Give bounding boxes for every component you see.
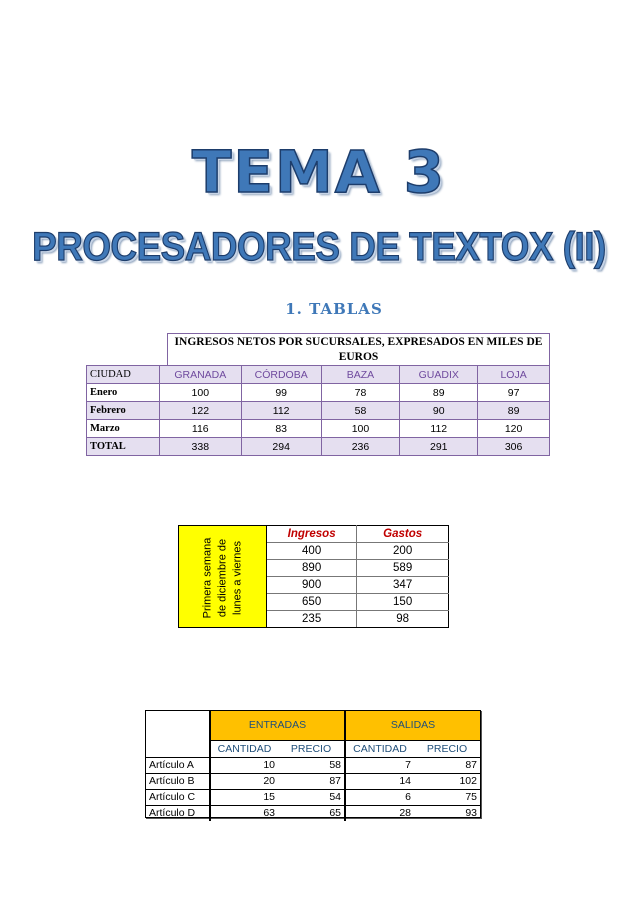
table-cell: 14 bbox=[345, 773, 414, 789]
table-header-row bbox=[267, 526, 449, 543]
table-cell: 400 bbox=[267, 543, 357, 560]
table-cell: 900 bbox=[267, 577, 357, 594]
row-label: Artículo A bbox=[146, 757, 210, 773]
section-heading: 1. TABLAS bbox=[285, 300, 383, 318]
table-cell: 99 bbox=[241, 384, 321, 402]
table-cell: 338 bbox=[159, 438, 241, 456]
table-cell: 63 bbox=[210, 805, 278, 821]
table-cell: 116 bbox=[159, 420, 241, 438]
table-cell: 83 bbox=[241, 420, 321, 438]
table-cell: 87 bbox=[278, 773, 345, 789]
table-cell: 98 bbox=[357, 611, 449, 628]
table-cell: 28 bbox=[345, 805, 414, 821]
table-cell: 102 bbox=[414, 773, 480, 789]
empty-corner-cell bbox=[146, 711, 210, 740]
header-cell: BAZA bbox=[321, 366, 400, 384]
table-cell: 200 bbox=[357, 543, 449, 560]
table-cell: 75 bbox=[414, 789, 480, 805]
table-cell: 112 bbox=[400, 420, 478, 438]
header-cell: CANTIDAD bbox=[210, 740, 278, 757]
row-label: Artículo C bbox=[146, 789, 210, 805]
table-cell: 20 bbox=[210, 773, 278, 789]
table-cell: 100 bbox=[159, 384, 241, 402]
table-cell: 100 bbox=[321, 420, 400, 438]
side-label-line: lunes a viernes bbox=[231, 541, 244, 615]
table-cell: 890 bbox=[267, 560, 357, 577]
header-cell: Ingresos bbox=[267, 526, 357, 543]
income-expense-table bbox=[267, 525, 449, 628]
row-label: Enero bbox=[87, 384, 160, 402]
header-cell: CANTIDAD bbox=[345, 740, 414, 757]
group-header-row bbox=[146, 711, 480, 740]
header-cell: GUADIX bbox=[400, 366, 478, 384]
row-label: Febrero bbox=[87, 402, 160, 420]
table-cell: 87 bbox=[414, 757, 480, 773]
document-subtitle: PROCESADORES DE TEXTOX (II) bbox=[32, 225, 606, 269]
table-cell: 15 bbox=[210, 789, 278, 805]
header-cell: GRANADA bbox=[159, 366, 241, 384]
sub-header-row bbox=[146, 740, 480, 757]
header-cell: CIUDAD bbox=[87, 366, 160, 384]
table-row bbox=[146, 773, 480, 789]
articles-table bbox=[146, 711, 480, 821]
table-cell: 6 bbox=[345, 789, 414, 805]
table-cell: 65 bbox=[278, 805, 345, 821]
table-cell: 294 bbox=[241, 438, 321, 456]
table-cell: 650 bbox=[267, 594, 357, 611]
table-cell: 10 bbox=[210, 757, 278, 773]
table-cell: 78 bbox=[321, 384, 400, 402]
table-cell: 306 bbox=[478, 438, 550, 456]
income-table bbox=[86, 365, 550, 456]
table-cell: 54 bbox=[278, 789, 345, 805]
empty-corner-cell bbox=[146, 740, 210, 757]
table-row bbox=[146, 789, 480, 805]
table2-side-label bbox=[178, 525, 267, 628]
table-cell: 90 bbox=[400, 402, 478, 420]
table-header-row bbox=[87, 366, 550, 384]
row-label: Artículo D bbox=[146, 805, 210, 821]
table-cell: 58 bbox=[321, 402, 400, 420]
table-row bbox=[87, 438, 550, 456]
table-row bbox=[146, 757, 480, 773]
row-label: TOTAL bbox=[87, 438, 160, 456]
table-cell: 235 bbox=[267, 611, 357, 628]
table-row bbox=[267, 577, 449, 594]
table-cell: 122 bbox=[159, 402, 241, 420]
vertical-label bbox=[201, 528, 246, 628]
table-cell: 291 bbox=[400, 438, 478, 456]
table-row bbox=[87, 384, 550, 402]
header-cell: PRECIO bbox=[278, 740, 345, 757]
table-row bbox=[146, 805, 480, 821]
table-row bbox=[267, 543, 449, 560]
document-title: TEMA 3 bbox=[191, 138, 447, 206]
table-cell: 236 bbox=[321, 438, 400, 456]
table-cell: 93 bbox=[414, 805, 480, 821]
header-cell: PRECIO bbox=[414, 740, 480, 757]
table-cell: 112 bbox=[241, 402, 321, 420]
table-cell: 120 bbox=[478, 420, 550, 438]
table1-caption: INGRESOS NETOS POR SUCURSALES, EXPRESADOS EN MILES DE EUROS bbox=[167, 333, 550, 365]
table-row bbox=[267, 560, 449, 577]
table-cell: 58 bbox=[278, 757, 345, 773]
table-row bbox=[87, 420, 550, 438]
header-cell: Gastos bbox=[357, 526, 449, 543]
table-row bbox=[267, 594, 449, 611]
table-row bbox=[267, 611, 449, 628]
side-label-line: de diciembre de bbox=[216, 538, 229, 618]
table-cell: 347 bbox=[357, 577, 449, 594]
table-cell: 7 bbox=[345, 757, 414, 773]
table-cell: 150 bbox=[357, 594, 449, 611]
group-header-entradas: ENTRADAS bbox=[210, 711, 345, 740]
table-cell: 89 bbox=[478, 402, 550, 420]
table-cell: 97 bbox=[478, 384, 550, 402]
row-label: Artículo B bbox=[146, 773, 210, 789]
side-label-line: Primera semana bbox=[201, 537, 214, 619]
row-label: Marzo bbox=[87, 420, 160, 438]
header-cell: LOJA bbox=[478, 366, 550, 384]
table-cell: 589 bbox=[357, 560, 449, 577]
table-cell: 89 bbox=[400, 384, 478, 402]
table-row bbox=[87, 402, 550, 420]
header-cell: CÓRDOBA bbox=[241, 366, 321, 384]
group-header-salidas: SALIDAS bbox=[345, 711, 480, 740]
